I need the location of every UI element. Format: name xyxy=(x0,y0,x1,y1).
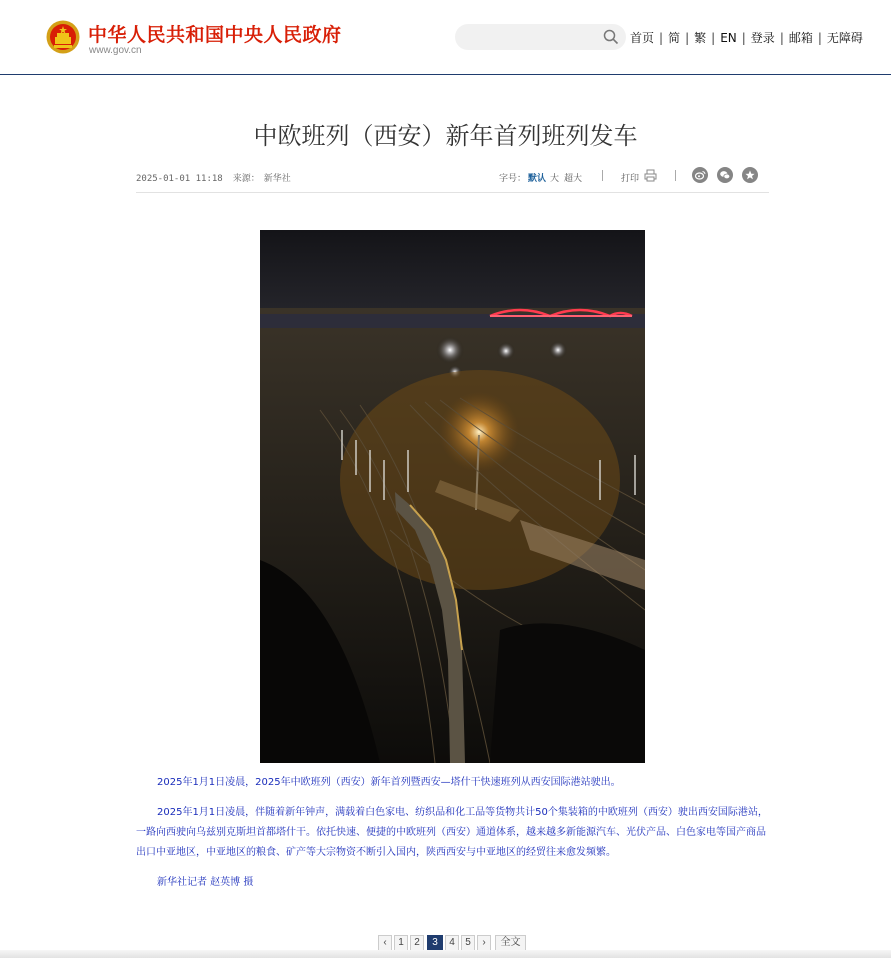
wechat-icon[interactable] xyxy=(717,167,733,183)
site-url[interactable]: www.gov.cn xyxy=(89,45,142,56)
nav-divider: | xyxy=(817,31,822,45)
print-button[interactable]: 打印 xyxy=(621,174,640,184)
article-photo xyxy=(260,230,645,763)
nav-login[interactable]: 登录 xyxy=(750,31,775,45)
nav-divider: | xyxy=(741,31,746,45)
source-label: 来源： xyxy=(232,174,260,184)
printer-icon[interactable] xyxy=(644,169,657,182)
page-1[interactable]: 1 xyxy=(394,935,408,951)
meta-tools xyxy=(499,166,769,186)
article-title: 中欧班列（西安）新年首列班列发车 xyxy=(253,122,638,150)
national-emblem-icon[interactable] xyxy=(46,20,80,54)
divider xyxy=(675,170,676,181)
site-title[interactable]: 中华人民共和国中央人民政府 xyxy=(88,24,342,46)
article-meta xyxy=(136,166,769,193)
search-box[interactable] xyxy=(455,24,626,50)
source-name: 新华社 xyxy=(263,174,291,184)
nav-simplified[interactable]: 简 xyxy=(668,31,681,45)
page-2[interactable]: 2 xyxy=(410,935,424,951)
favorite-icon[interactable] xyxy=(742,167,758,183)
night-rail-yard-image xyxy=(260,230,645,763)
nav-divider: | xyxy=(711,31,716,45)
photo-credit: 新华社记者 赵英博 摄 xyxy=(157,877,254,888)
search-input[interactable] xyxy=(465,28,599,48)
nav-divider: | xyxy=(779,31,784,45)
search-icon[interactable] xyxy=(602,28,620,46)
nav-divider: | xyxy=(659,31,664,45)
nav-traditional[interactable]: 繁 xyxy=(694,31,707,45)
prev-page-button[interactable]: ‹ xyxy=(378,935,392,951)
site-header xyxy=(0,0,891,75)
page-4[interactable]: 4 xyxy=(445,935,459,951)
font-size-default[interactable]: 默认 xyxy=(528,174,547,184)
page-5[interactable]: 5 xyxy=(461,935,475,951)
font-size-label: 字号： xyxy=(499,174,527,184)
page-3-current[interactable]: 3 xyxy=(427,935,443,951)
full-text-button[interactable]: 全文 xyxy=(495,935,526,951)
nav-mailbox[interactable]: 邮箱 xyxy=(788,31,813,45)
font-size-xlarge[interactable]: 超大 xyxy=(564,174,583,184)
article-paragraph: 2025年1月1日凌晨，伴随着新年钟声，满载着白色家电、纺织品和化工品等货物共计50个集装箱的中欧班列（西安）驶出西安国际港站，一路向西驶向乌兹别克斯坦首都塔什干。依托快速、便捷的中欧班列（西安）通道体系，越来越多新能源汽车、光伏产品、白色家电等国产商品出口中亚地区，中亚地区的粮食、矿产等大宗物资不断引入国内，陕西西安与中亚地区的经贸往来愈发频繁。 xyxy=(136,807,768,858)
nav-divider: | xyxy=(685,31,690,45)
photo-caption: 2025年1月1日凌晨，2025年中欧班列（西安）新年首列暨西安—塔什干快速班列从西安国际港站驶出。 xyxy=(157,777,621,788)
publish-date: 2025-01-01 11:18 xyxy=(136,174,223,184)
next-page-button[interactable]: › xyxy=(477,935,491,951)
window-bottom-edge xyxy=(0,950,891,958)
meta-info xyxy=(136,171,301,184)
weibo-icon[interactable] xyxy=(692,167,708,183)
nav-home[interactable]: 首页 xyxy=(630,31,655,45)
divider xyxy=(602,170,603,181)
top-nav xyxy=(630,29,863,46)
font-size-large[interactable]: 大 xyxy=(550,174,560,184)
nav-english[interactable]: EN xyxy=(720,31,737,45)
nav-accessibility[interactable]: 无障碍 xyxy=(826,31,863,45)
